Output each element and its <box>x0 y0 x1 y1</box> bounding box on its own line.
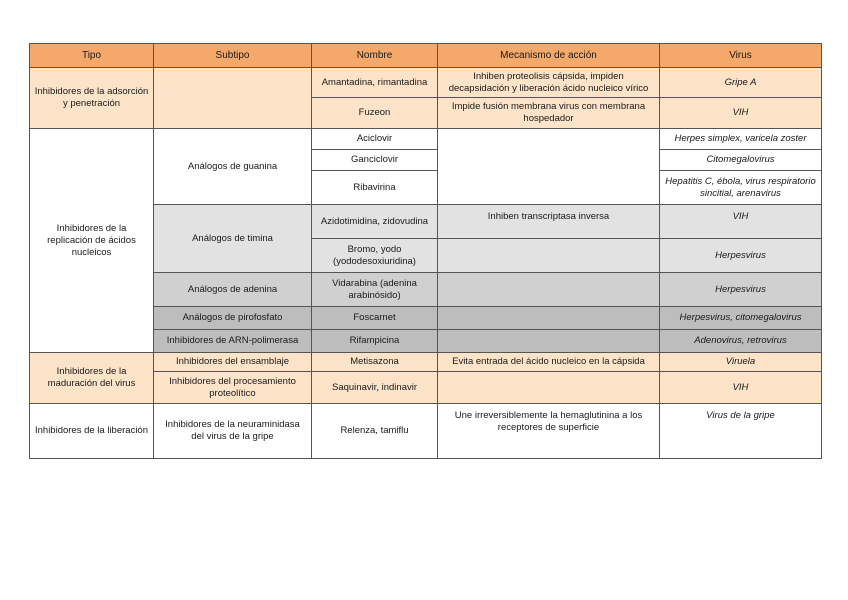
tipo-cell: Inhibidores de la liberación <box>30 404 154 459</box>
header-subtipo: Subtipo <box>154 44 312 68</box>
subtipo-cell: Análogos de adenina <box>154 273 312 307</box>
virus-cell: Citomegalovirus <box>660 150 822 171</box>
nombre-cell: Foscarnet <box>312 307 438 330</box>
virus-cell: Gripe A <box>660 68 822 98</box>
nombre-cell: Metisazona <box>312 353 438 372</box>
subtipo-cell: Inhibidores del ensamblaje <box>154 353 312 372</box>
subtipo-cell: Análogos de timina <box>154 205 312 273</box>
table-row <box>30 129 822 150</box>
subtipo-cell: Inhibidores de la neuraminidasa del virus de la gripe <box>154 404 312 459</box>
virus-cell: Herpes simplex, varicela zoster <box>660 129 822 150</box>
virus-cell: Herpesvirus <box>660 239 822 273</box>
virus-cell: VIH <box>660 372 822 404</box>
virus-cell: VIH <box>660 205 822 239</box>
virus-cell: VIH <box>660 98 822 129</box>
subtipo-cell: Inhibidores de ARN-polimerasa <box>154 330 312 353</box>
virus-cell: Herpesvirus, citomegalovirus <box>660 307 822 330</box>
nombre-cell: Vidarabina (adenina arabinósido) <box>312 273 438 307</box>
header-virus: Virus <box>660 44 822 68</box>
header-nombre: Nombre <box>312 44 438 68</box>
subtipo-cell: Análogos de pirofosfato <box>154 307 312 330</box>
mecanismo-cell: Inhiben proteolisis cápsida, impiden decapsidación y liberación ácido nucleico vírico <box>438 68 660 98</box>
mecanismo-cell: Une irreversiblemente la hemaglutinina a los receptores de superficie <box>438 404 660 459</box>
table-row <box>30 404 822 459</box>
virus-cell: Hepatitis C, ébola, virus respiratorio sincitial, arenavirus <box>660 171 822 205</box>
nombre-cell: Azidotimidina, zidovudina <box>312 205 438 239</box>
mecanismo-cell: Evita entrada del ácido nucleico en la cápsida <box>438 353 660 372</box>
subtipo-cell: Inhibidores del procesamiento proteolítico <box>154 372 312 404</box>
mecanismo-cell: Inhiben transcriptasa inversa <box>438 205 660 239</box>
table-row <box>30 68 822 98</box>
nombre-cell: Fuzeon <box>312 98 438 129</box>
virus-cell: Virus de la gripe <box>660 404 822 459</box>
mecanismo-cell-empty <box>438 129 660 205</box>
nombre-cell: Ganciclovir <box>312 150 438 171</box>
nombre-cell: Bromo, yodo (yododesoxiuridina) <box>312 239 438 273</box>
nombre-cell: Amantadina, rimantadina <box>312 68 438 98</box>
virus-cell: Herpesvirus <box>660 273 822 307</box>
nombre-cell: Saquinavir, indinavir <box>312 372 438 404</box>
nombre-cell: Relenza, tamiflu <box>312 404 438 459</box>
tipo-cell: Inhibidores de la maduración del virus <box>30 353 154 404</box>
mecanismo-cell-empty <box>438 273 660 307</box>
nombre-cell: Ribavirina <box>312 171 438 205</box>
mecanismo-cell-empty <box>438 372 660 404</box>
virus-cell: Viruela <box>660 353 822 372</box>
subtipo-cell-empty <box>154 68 312 129</box>
mecanismo-cell-empty <box>438 239 660 273</box>
mecanismo-cell-empty <box>438 330 660 353</box>
tipo-cell: Inhibidores de la adsorción y penetración <box>30 68 154 129</box>
tipo-cell: Inhibidores de la replicación de ácidos nucleicos <box>30 129 154 353</box>
nombre-cell: Rifampicina <box>312 330 438 353</box>
mecanismo-cell-empty <box>438 307 660 330</box>
header-mecanismo: Mecanismo de acción <box>438 44 660 68</box>
nombre-cell: Aciclovir <box>312 129 438 150</box>
header-tipo: Tipo <box>30 44 154 68</box>
header-row <box>30 44 822 68</box>
antiviral-table <box>29 43 822 459</box>
mecanismo-cell: Impide fusión membrana virus con membrana hospedador <box>438 98 660 129</box>
virus-cell: Adenovirus, retrovirus <box>660 330 822 353</box>
table-row <box>30 353 822 372</box>
subtipo-cell: Análogos de guanina <box>154 129 312 205</box>
